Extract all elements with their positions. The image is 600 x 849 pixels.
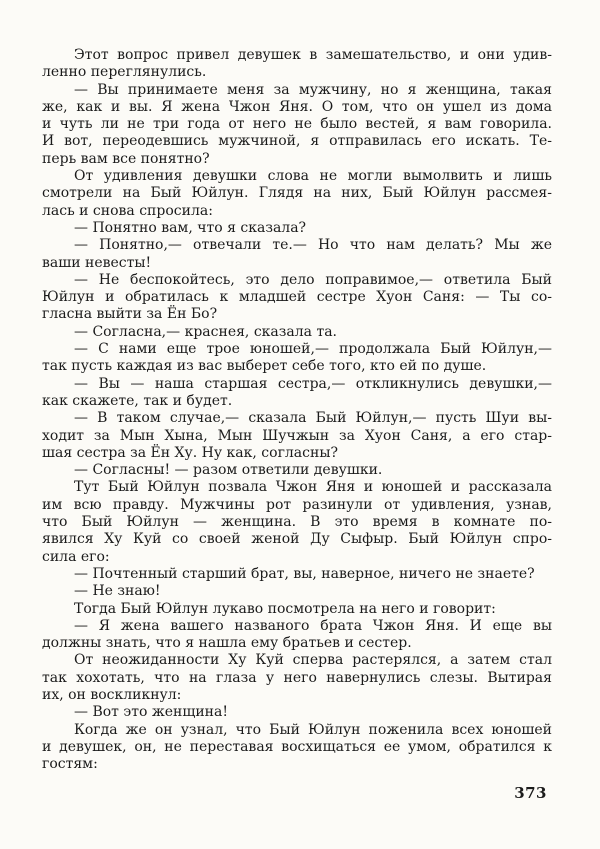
text-line: перь вам все понятно? bbox=[42, 150, 210, 167]
page-number: 373 bbox=[514, 784, 547, 802]
text-line: сила его: bbox=[42, 548, 110, 565]
text-line: — Я жена вашего названого брата Чжон Яня. И еще вы bbox=[74, 617, 552, 634]
text-line: так хохотать, что на глаза у него навернулись слезы. Вытирая bbox=[42, 669, 552, 686]
text-line: Когда же он узнал, что Бый Юйлун поженила всех юношей bbox=[74, 721, 552, 738]
text-line: — Понятно,— отвечали те.— Но что нам делать? Мы же bbox=[74, 237, 552, 254]
text-line: ваши невесты! bbox=[42, 254, 152, 271]
text-line: гостям: bbox=[42, 756, 98, 773]
text-line: — Вы принимаете меня за мужчину, но я женщина, такая bbox=[74, 81, 552, 98]
text-line: От неожиданности Ху Куй сперва растерялся, а затем стал bbox=[74, 652, 552, 669]
text-line: — Вот это женщина! bbox=[74, 704, 228, 721]
text-line: Этот вопрос привел девушек в замешательство, и они удив- bbox=[74, 47, 552, 63]
text-line: их, он воскликнул: bbox=[42, 686, 182, 703]
text-line: должны знать, что я нашла ему братьев и сестер. bbox=[42, 635, 412, 652]
text-line: — С нами еще трое юношей,— продолжала Бый Юйлун,— bbox=[74, 341, 552, 358]
text-line: — Не беспокойтесь, это дело поправимое,— ответила Бый bbox=[74, 271, 552, 288]
text-line: так пусть каждая из вас выберет себе того, кто ей по душе. bbox=[42, 358, 487, 375]
text-line: — Вы — наша старшая сестра,— откликнулись девушки,— bbox=[74, 375, 552, 392]
text-line: шая сестра за Ён Ху. Ну как, согласны? bbox=[42, 444, 338, 461]
text-line: и чуть ли не три года от него не было вестей, я вам говорила. bbox=[42, 116, 552, 133]
text-line: же, как и вы. Я жена Чжон Яня. О том, что он ушел из дома bbox=[42, 98, 552, 115]
text-line: — Почтенный старший брат, вы, наверное, ничего не знаете? bbox=[74, 565, 535, 582]
page-text bbox=[42, 47, 552, 773]
text-line: смотрели на Бый Юйлун. Глядя на них, Бый Юйлун рассмея- bbox=[42, 185, 552, 202]
text-line: и девушек, он, не переставая восхищаться ее умом, обратился к bbox=[42, 738, 552, 755]
text-line: ленно переглянулись. bbox=[42, 64, 207, 81]
text-line: лась и снова спросила: bbox=[42, 202, 213, 219]
text-line: гласна выйти за Ён Бо? bbox=[42, 306, 218, 323]
text-line: Тогда Бый Юйлун лукаво посмотрела на него и говорит: bbox=[74, 600, 496, 617]
text-line: — В таком случае,— сказала Бый Юйлун,— пусть Шуи вы- bbox=[74, 410, 552, 427]
text-line: — Согласны! — разом ответили девушки. bbox=[74, 462, 383, 479]
text-line: что Бый Юйлун — женщина. В это время в комнате по- bbox=[42, 514, 552, 531]
text-line: Тут Бый Юйлун позвала Чжон Яня и юношей и рассказала bbox=[74, 479, 552, 496]
text-line: От удивления девушки слова не могли вымолвить и лишь bbox=[74, 168, 552, 185]
text-line: ходит за Мын Хына, Мын Шучжын за Хуон Саня, а его стар- bbox=[42, 427, 552, 444]
text-line: Юйлун и обратилась к младшей сестре Хуон Саня: — Ты со- bbox=[42, 289, 552, 306]
text-line: И вот, переодевшись мужчиной, я отправилась его искать. Те- bbox=[42, 133, 552, 150]
text-line: — Понятно вам, что я сказала? bbox=[74, 219, 307, 236]
text-line: как скажете, так и будет. bbox=[42, 392, 233, 409]
text-line: им всю правду. Мужчины рот разинули от удивления, узнав, bbox=[42, 496, 552, 513]
text-line: — Согласна,— краснея, сказала та. bbox=[74, 323, 337, 340]
text-line: явился Ху Куй со своей женой Ду Сыфыр. Бый Юйлун спро- bbox=[42, 531, 552, 548]
text-line: — Не знаю! bbox=[74, 583, 161, 600]
